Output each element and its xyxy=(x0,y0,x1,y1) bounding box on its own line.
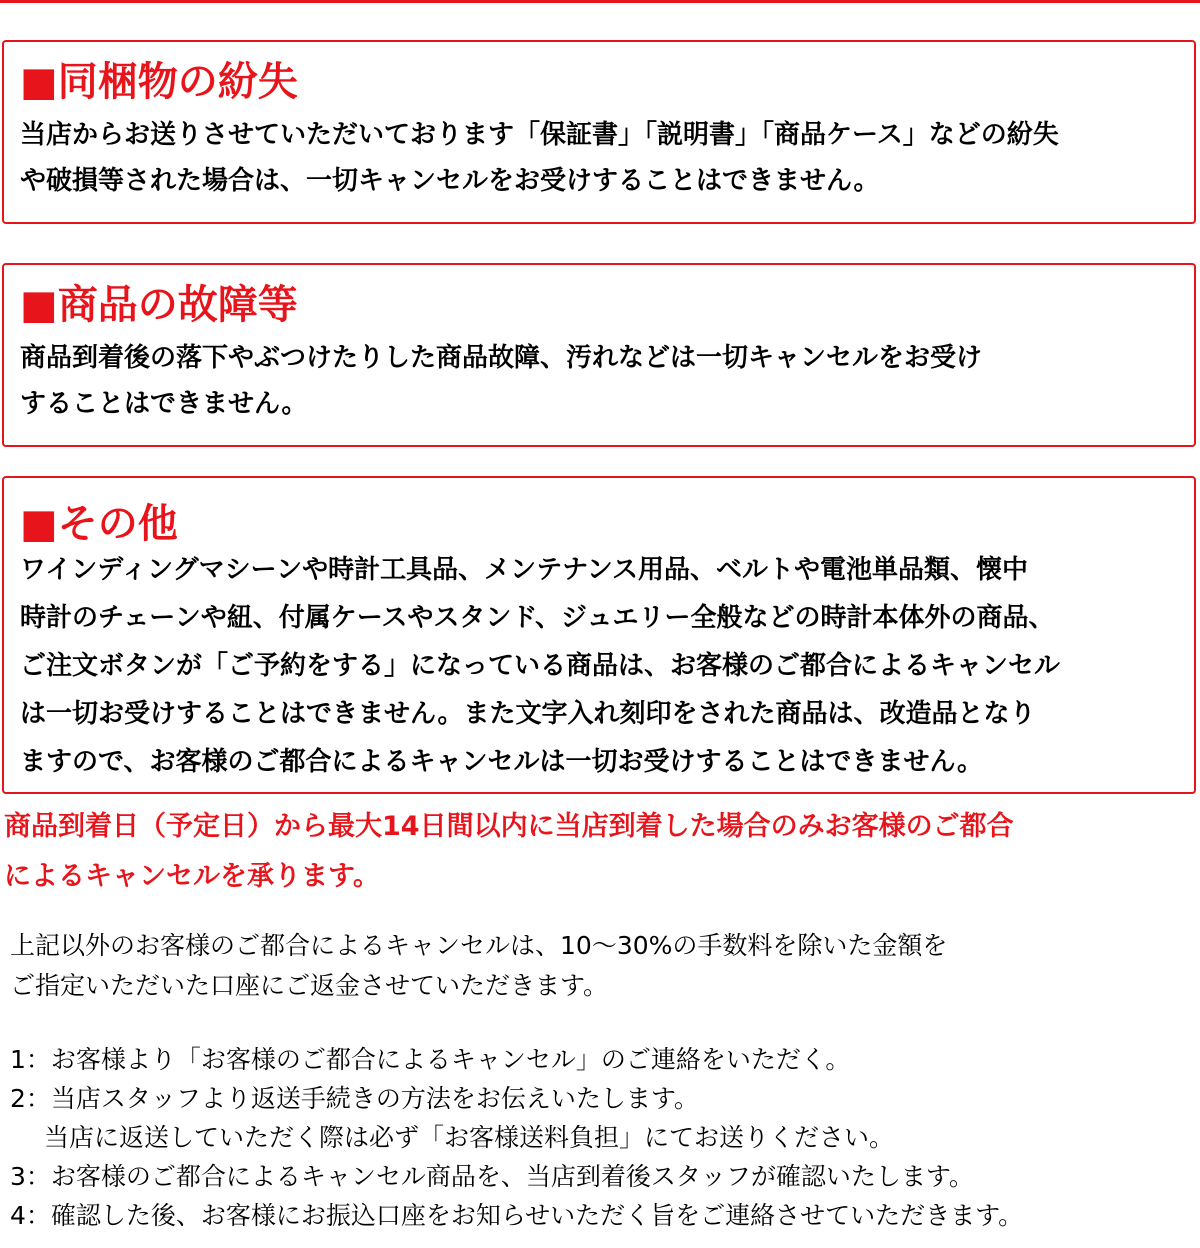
cancellation-notice: 商品到着日（予定日）から最大14日間以内に当店到着した場合のみお客様のご都合 によるキャンセルを承ります。 xyxy=(4,811,1014,892)
step-item: 3：お客様のご都合によるキャンセル商品を、当店到着後スタッフが確認いたします。 xyxy=(10,1162,974,1191)
cancellation-steps xyxy=(10,1040,1195,1235)
section-title: ■同梱物の紛失 xyxy=(20,59,298,105)
section-other xyxy=(2,476,1196,794)
section-missing-items xyxy=(2,40,1196,224)
step-item: 2：当店スタッフより返送手続きの方法をお伝えいたします。 xyxy=(10,1084,699,1113)
step-item: 4：確認した後、お客様にお振込口座をお知らせいただく旨をご連絡させていただきます。 xyxy=(10,1201,1024,1230)
step-item: 1：お客様より「お客様のご都合によるキャンセル」のご連絡をいただく。 xyxy=(10,1045,851,1074)
section-title: ■その他 xyxy=(20,501,178,547)
section-title: ■商品の故障等 xyxy=(20,282,298,328)
section-body: 当店からお送りさせていただいております「保証書」「説明書」「商品ケース」などの紛失 や破損等された場合は、一切キャンセルをお受けすることはできません。 xyxy=(20,120,1059,196)
refund-policy-text: 上記以外のお客様のご都合によるキャンセルは、10～30%の手数料を除いた金額を ご指定いただいた口座にご返金させていただきます。 xyxy=(10,931,948,1000)
step-note: 当店に返送していただく際は必ず「お客様送料負担」にてお送りください。 xyxy=(44,1123,895,1152)
section-body: 商品到着後の落下やぶつけたりした商品故障、汚れなどは一切キャンセルをお受け することはできません。 xyxy=(20,343,983,419)
section-body: ワインディングマシーンや時計工具品、メンテナンス用品、ベルトや電池単品類、懐中 時計のチェーンや紐、付属ケースやスタンド、ジュエリー全般などの時計本体外の商品、 ご注文ボタンが「ご予約をする」になっている商品は、お客様のご都合によるキャンセル は一切お受けすることはできません。また文字入れ刻印をされた商品は、改造品となり ますので、お客様のご都合によるキャンセルは一切お受けすることはできません。 xyxy=(20,555,1061,777)
top-divider xyxy=(0,0,1200,3)
section-product-damage xyxy=(2,263,1196,447)
